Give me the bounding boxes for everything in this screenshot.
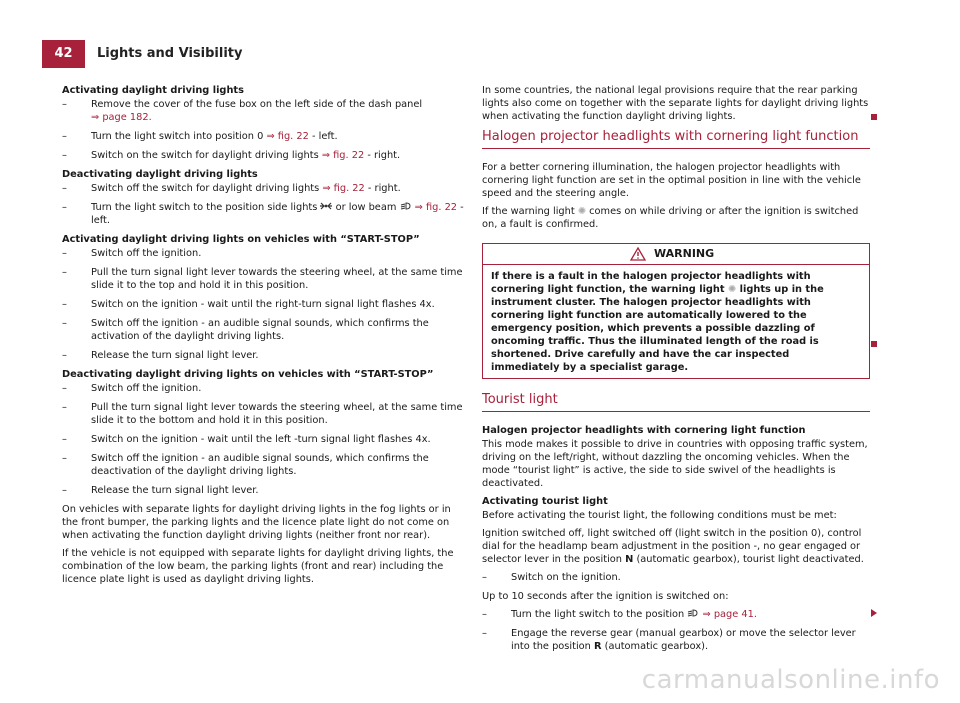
right-column — [482, 84, 870, 659]
list-item: – Pull the turn signal light lever towards the steering wheel, at the same time slide it to the top and hold it in this position. — [62, 267, 463, 291]
warning-light-icon: ✺ — [728, 284, 737, 295]
paragraph: Before activating the tourist light, the following conditions must be met: — [482, 510, 837, 521]
figure-link[interactable]: ⇒ fig. 22 — [414, 202, 458, 213]
list-item: – Turn the light switch to the position side lights or low beam ⇒ fig. 22 - left. — [62, 202, 464, 226]
figure-link[interactable]: ⇒ fig. 22 — [266, 131, 309, 142]
low-beam-icon — [400, 202, 412, 210]
section-end-marker — [871, 341, 877, 347]
paragraph: On vehicles with separate lights for daylight driving lights in the fog lights or in the front bumper, the parking lights and the licence plate light do not come on when activating the function daylight driving lights (neither front nor rear). — [62, 504, 451, 541]
warning-light-icon: ✺ — [577, 206, 587, 217]
list-item: – Release the turn signal light lever. — [62, 350, 259, 361]
list-item: – Pull the turn signal light lever towards the steering wheel, at the same time slide it to the bottom and hold it in this position. — [62, 402, 463, 426]
section-heading-tourist: Tourist light — [482, 393, 870, 412]
warning-header — [483, 244, 869, 265]
continue-arrow-icon — [871, 609, 877, 617]
list-item: – Switch off the ignition. — [62, 248, 202, 259]
list-item: – Switch off the switch for daylight driving lights ⇒ fig. 22 - right. — [62, 183, 401, 194]
warning-triangle-icon — [630, 247, 646, 261]
list-item: – Switch on the ignition. — [482, 572, 621, 583]
list-item: – Turn the light switch into position 0 ⇒ fig. 22 - left. — [62, 131, 338, 142]
watermark: carmanualsonline.info — [641, 665, 940, 695]
heading-start-stop-deactivate: Deactivating daylight driving lights on vehicles with “START-STOP” — [62, 369, 434, 380]
list-item: – Switch off the ignition - an audible signal sounds, which confirms the activation of the daylight driving lights. — [62, 318, 429, 342]
low-beam-icon — [687, 609, 699, 617]
left-column — [62, 84, 464, 591]
figure-link[interactable]: ⇒ fig. 22 — [322, 183, 365, 194]
list-item: – Switch on the switch for daylight driving lights ⇒ fig. 22 - right. — [62, 150, 401, 161]
list-item: – Engage the reverse gear (manual gearbox) or move the selector lever into the position R (automatic gearbox). — [482, 628, 856, 652]
heading-start-stop-activate: Activating daylight driving lights on vehicles with “START-STOP” — [62, 234, 420, 245]
heading-activating-tourist: Activating tourist light — [482, 496, 608, 507]
list-item: – Switch off the ignition. — [62, 383, 202, 394]
subheading-tourist: Halogen projector headlights with cornering light function — [482, 425, 806, 436]
figure-link[interactable]: ⇒ fig. 22 — [321, 150, 365, 161]
paragraph: In some countries, the national legal provisions require that the rear parking lights also come on together with the separate lights for daylight driving lights when activating the function daylight driving lights. — [482, 85, 869, 122]
paragraph: If the vehicle is not equipped with separate lights for daylight driving lights, the combination of the low beam, the parking lights (front and rear) including the licence plate light is used as daylight driving lights. — [62, 548, 454, 585]
warning-box — [482, 243, 870, 379]
page-link[interactable]: ⇒ page 182. — [91, 112, 152, 123]
paragraph: Up to 10 seconds after the ignition is switched on: — [482, 591, 729, 602]
warning-text: If there is a fault in the halogen projector headlights with cornering light function, the warning light ✺ lights up in the instrument cluster. The halogen projector headlights with cornering light function are automatically lowered to the emergency position, which prevents a possible dazzling of oncoming traffic. Thus the illuminated length of the road is shortened. Drive carefully and have the car inspected immediately by a specialist garage. — [491, 271, 824, 373]
warning-title: WARNING — [654, 247, 715, 260]
section-heading-halogen: Halogen projector headlights with cornering light function — [482, 130, 870, 149]
page-link[interactable]: ⇒ page 41. — [702, 609, 757, 620]
page-title: Lights and Visibility — [97, 46, 243, 61]
paragraph: Ignition switched off, light switched off (light switch in the position 0), control dial for the headlamp beam adjustment in the position -, no gear engaged or selector lever in the position N (automatic gearbox), tourist light deactivated. — [482, 528, 864, 565]
paragraph: For a better cornering illumination, the halogen projector headlights with cornering light function are set in the optimal position in line with the vehicle speed and the steering angle. — [482, 162, 861, 199]
list-item: – Switch on the ignition - wait until the right-turn signal light flashes 4x. — [62, 299, 435, 310]
paragraph: This mode makes it possible to drive in countries with opposing traffic system, driving on the left/right, without dazzling the oncoming vehicles. When the mode “tourist light” is active, the side to side swivel of the headlights is deactivated. — [482, 439, 868, 489]
page-number: 42 — [42, 40, 85, 68]
paragraph: If the warning light ✺ comes on while driving or after the ignition is switched on, a fault is confirmed. — [482, 206, 859, 230]
list-item: – Release the turn signal light lever. — [62, 485, 259, 496]
side-lights-icon — [320, 202, 332, 210]
section-end-marker — [871, 114, 877, 120]
list-item: – Switch off the ignition - an audible signal sounds, which confirms the deactivation of the daylight driving lights. — [62, 453, 429, 477]
list-item: – Remove the cover of the fuse box on the left side of the dash panel ⇒ page 182. — [62, 99, 423, 123]
list-item: – Switch on the ignition - wait until the left -turn signal light flashes 4x. — [62, 434, 431, 445]
heading-deactivating: Deactivating daylight driving lights — [62, 169, 258, 180]
list-item: – Turn the light switch to the position ⇒ page 41. — [482, 609, 757, 620]
heading-activating: Activating daylight driving lights — [62, 85, 244, 96]
